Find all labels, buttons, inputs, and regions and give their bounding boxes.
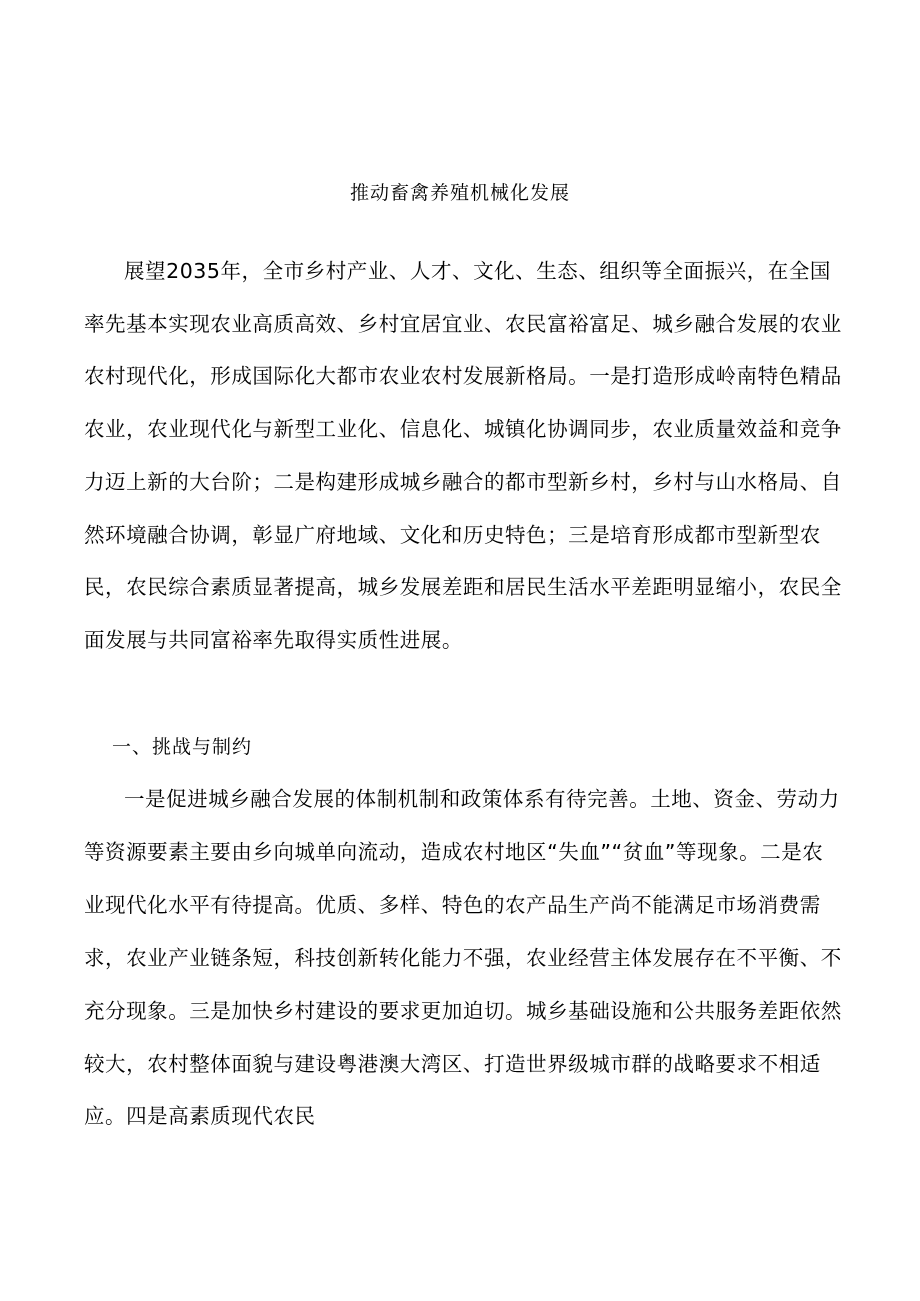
section-heading: 一、挑战与制约 — [112, 736, 253, 758]
challenges-paragraph: 一是促进城乡融合发展的体制机制和政策体系有待完善。土地、资金、劳动力等资源要素主要由乡向城单向流动，造成农村地区“失血”“贫血”等现象。二是农业现代化水平有待提高。优质、多样、特色的农产品生产尚不能满足市场消费需求，农业产业链条短，科技创新转化能力不强，农业经营主体发展存在不平衡、不充分现象。三是加快乡村建设的要求更加迫切。城乡基础设施和公共服务差距依然较大，农村整体面貌与建设粤港澳大湾区、打造世界级城市群的战略要求不相适应。四是高素质现代农民 — [84, 787, 842, 1129]
intro-paragraph: 展望2035年，全市乡村产业、人才、文化、生态、组织等全面振兴，在全国率先基本实现农业高质高效、乡村宜居宜业、农民富裕富足、城乡融合发展的农业农村现代化，形成国际化大都市农业农村发展新格局。一是打造形成岭南特色精品农业，农业现代化与新型工业化、信息化、城镇化协调同步，农业质量效益和竞争力迈上新的大台阶；二是构建形成城乡融合的都市型新乡村，乡村与山水格局、自然环境融合协调，彰显广府地域、文化和历史特色；三是培育形成都市型新型农民，农民综合素质显著提高，城乡发展差距和居民生活水平差距明显缩小，农民全面发展与共同富裕率先取得实质性进展。 — [84, 259, 842, 652]
document-title: 推动畜禽养殖机械化发展 — [349, 182, 570, 204]
